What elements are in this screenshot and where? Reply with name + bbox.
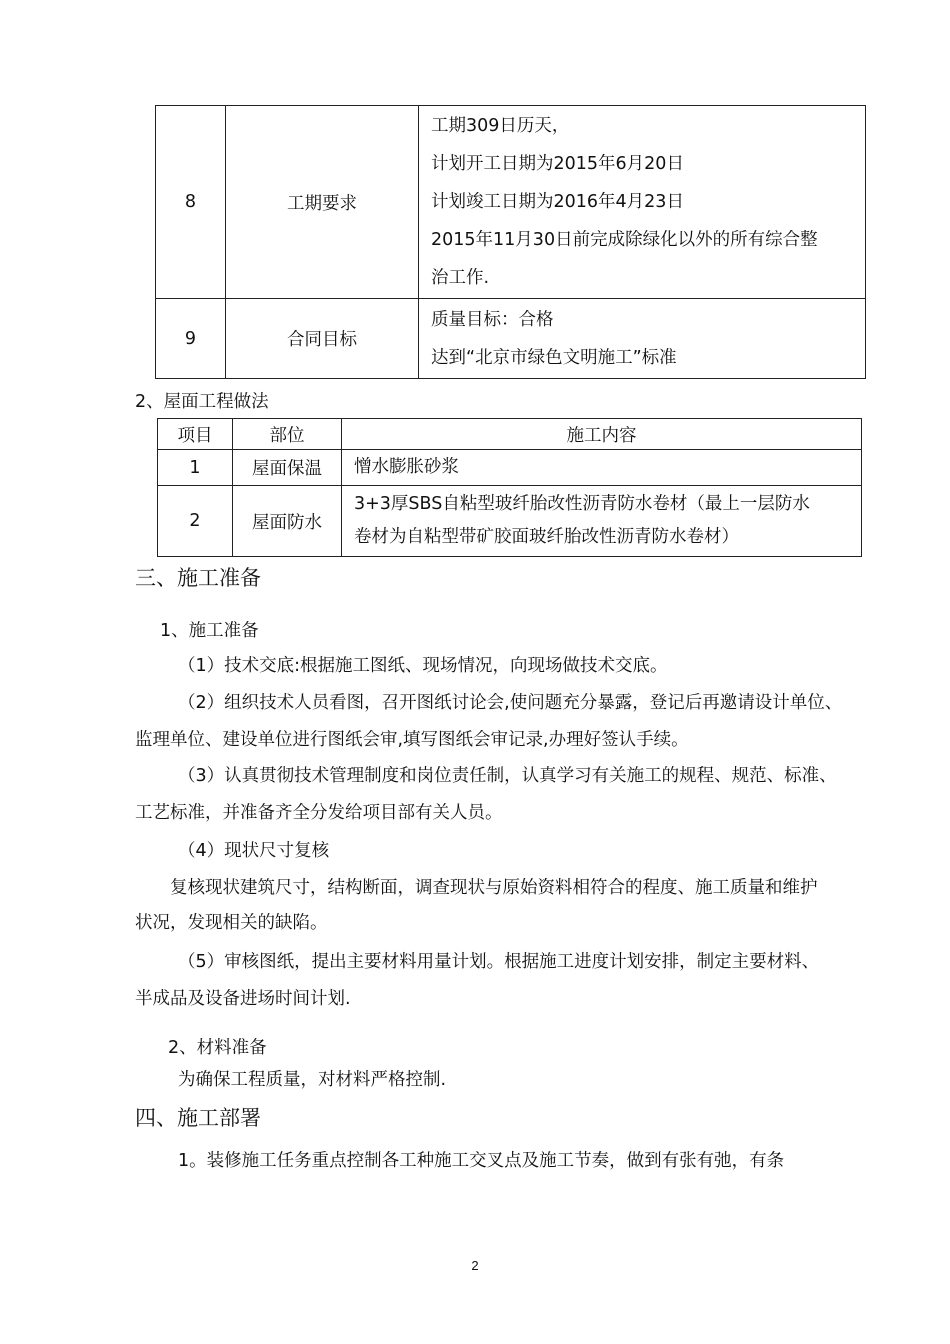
table-row <box>158 486 862 557</box>
table-row <box>156 299 866 379</box>
paragraph: （5）审核图纸，提出主要材料用量计划。根据施工进度计划安排，制定主要材料、 <box>178 952 820 972</box>
content-line: 质量目标：合格 <box>431 309 554 330</box>
schedule-contract-table <box>155 105 866 379</box>
row-label: 合同目标 <box>226 299 419 379</box>
row-content <box>342 486 862 557</box>
subsection-title: 1、施工准备 <box>160 621 259 641</box>
content-line: 2015年11月30日前完成除绿化以外的所有综合整 <box>431 230 818 250</box>
paragraph: （1）技术交底:根据施工图纸、现场情况，向现场做技术交底。 <box>178 656 668 676</box>
header-content: 施工内容 <box>342 419 862 450</box>
content-line: 卷材为自粘型带矿胶面玻纤胎改性沥青防水卷材） <box>354 527 739 547</box>
content-line: 达到“北京市绿色文明施工”标准 <box>431 347 677 368</box>
header-item: 项目 <box>158 419 233 450</box>
section-heading: 四、施工部署 <box>135 1106 261 1130</box>
paragraph: 工艺标准，并准备齐全分发给项目部有关人员。 <box>135 803 503 823</box>
paragraph: 监理单位、建设单位进行图纸会审,填写图纸会审记录,办理好签认手续。 <box>135 730 689 750</box>
header-part: 部位 <box>233 419 342 450</box>
content-line: 憎水膨胀砂浆 <box>354 457 459 477</box>
paragraph: （4）现状尺寸复核 <box>178 841 330 861</box>
row-item: 2 <box>158 486 233 557</box>
table-row <box>156 106 866 299</box>
table-row <box>158 450 862 486</box>
content-line: 计划竣工日期为2016年4月23日 <box>431 192 684 212</box>
row-number: 9 <box>156 299 226 379</box>
section-heading: 三、施工准备 <box>135 566 261 590</box>
row-part: 屋面保温 <box>233 450 342 486</box>
roof-method-table <box>157 418 862 557</box>
table-header-row <box>158 419 862 450</box>
paragraph: 1。装修施工任务重点控制各工种施工交叉点及施工节奏，做到有张有弛，有条 <box>178 1151 785 1171</box>
content-line: 3+3厚SBS自粘型玻纤胎改性沥青防水卷材（最上一层防水 <box>354 494 810 514</box>
subsection-title: 2、材料准备 <box>168 1038 267 1058</box>
paragraph: 状况，发现相关的缺陷。 <box>135 913 328 933</box>
paragraph: 为确保工程质量，对材料严格控制. <box>178 1070 447 1090</box>
row-part: 屋面防水 <box>233 486 342 557</box>
paragraph: 半成品及设备进场时间计划. <box>135 989 351 1009</box>
row-content <box>342 450 862 486</box>
row-label: 工期要求 <box>226 106 419 299</box>
row-number: 8 <box>156 106 226 299</box>
paragraph: 复核现状建筑尺寸，结构断面，调查现状与原始资料相符合的程度、施工质量和维护 <box>170 878 818 898</box>
content-line: 计划开工日期为2015年6月20日 <box>431 154 684 174</box>
content-line: 治工作. <box>431 268 490 288</box>
roof-section-title: 2、屋面工程做法 <box>135 392 269 412</box>
row-content <box>419 106 866 299</box>
row-content <box>419 299 866 379</box>
content-line: 工期309日历天， <box>431 116 570 136</box>
paragraph: （2）组织技术人员看图，召开图纸讨论会,使问题充分暴露，登记后再邀请设计单位、 <box>178 693 843 713</box>
page-number: 2 <box>471 1258 479 1273</box>
paragraph: （3）认真贯彻技术管理制度和岗位责任制，认真学习有关施工的规程、规范、标准、 <box>178 766 837 786</box>
row-item: 1 <box>158 450 233 486</box>
